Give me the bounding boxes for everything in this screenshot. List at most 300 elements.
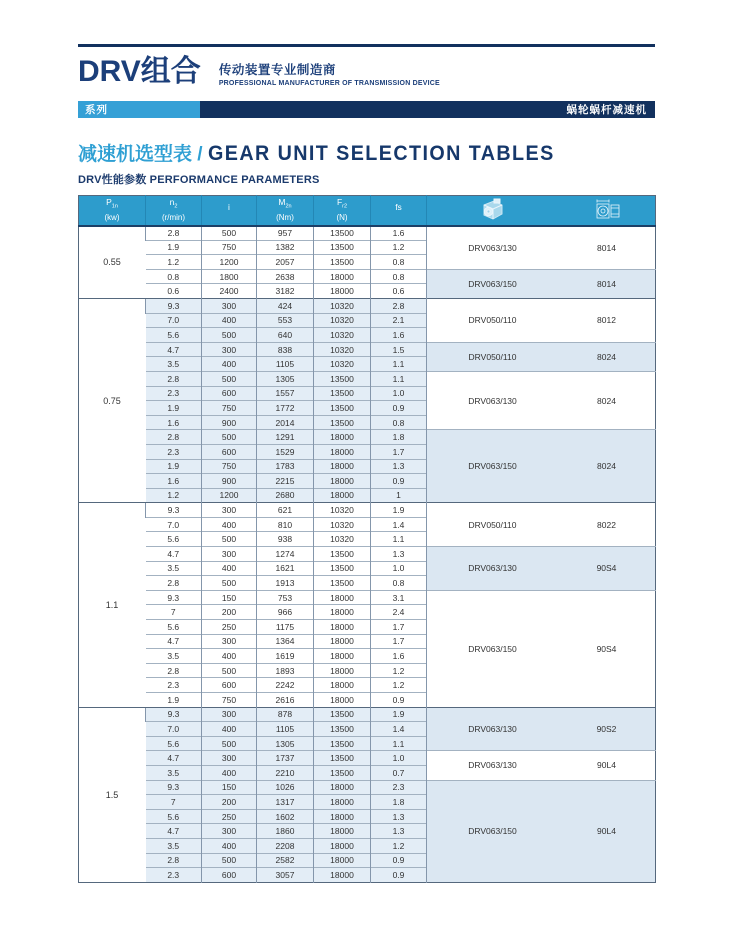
- brand-tagline: [219, 55, 440, 87]
- gear-unit-model: DRV063/130: [468, 723, 517, 734]
- cell-fs: 1.2: [371, 678, 427, 693]
- cell-i: 1200: [202, 255, 257, 270]
- power-cell: 0.55: [79, 226, 146, 299]
- motor-model: 8012: [597, 315, 616, 326]
- cell-i: 400: [202, 722, 257, 737]
- cell-fs: 1.6: [371, 328, 427, 343]
- cell-fr2: 10320: [314, 313, 371, 328]
- cell-fs: 0.7: [371, 765, 427, 780]
- cell-i: 750: [202, 459, 257, 474]
- cell-n2: 1.2: [146, 488, 202, 503]
- cell-m2n: 2208: [257, 838, 314, 853]
- col-header-p: $P_{1n}$ (kw): [79, 196, 146, 226]
- cell-fr2: 18000: [314, 649, 371, 664]
- gear-unit-model: DRV063/130: [468, 242, 517, 253]
- cell-m2n: 621: [257, 503, 314, 518]
- cell-i: 900: [202, 415, 257, 430]
- col-header-fr2: $F_{r2}$ (N): [314, 196, 371, 226]
- cell-n2: 1.2: [146, 255, 202, 270]
- cell-fr2: 18000: [314, 590, 371, 605]
- motor-model: 90S4: [596, 643, 617, 654]
- cell-fs: 1.1: [371, 371, 427, 386]
- cell-i: 900: [202, 474, 257, 489]
- cell-fs: 1.9: [371, 503, 427, 518]
- cell-i: 200: [202, 605, 257, 620]
- table-row: [79, 503, 656, 518]
- page-title: [78, 139, 655, 166]
- series-label: 系列: [78, 101, 200, 118]
- tagline-cn: 传动装置专业制造商: [218, 63, 336, 77]
- brand-logo: DRV组合: [78, 55, 201, 88]
- cell-i: 500: [202, 430, 257, 445]
- cell-m2n: 2215: [257, 474, 314, 489]
- motor-model: 8022: [597, 519, 616, 530]
- cell-i: 300: [202, 298, 257, 313]
- col-header-i: i: [202, 196, 257, 226]
- cell-fr2: 13500: [314, 765, 371, 780]
- cell-fs: 0.6: [371, 284, 427, 299]
- model-cell: [427, 371, 656, 429]
- cell-fs: 1.6: [371, 649, 427, 664]
- cell-n2: 4.7: [146, 547, 202, 562]
- cell-fr2: 10320: [314, 517, 371, 532]
- cell-fr2: 13500: [314, 371, 371, 386]
- cell-i: 750: [202, 401, 257, 416]
- cell-m2n: 1305: [257, 736, 314, 751]
- cell-fs: 1.7: [371, 634, 427, 649]
- cell-n2: 4.7: [146, 342, 202, 357]
- cell-n2: 9.3: [146, 780, 202, 795]
- cell-n2: 1.9: [146, 693, 202, 708]
- gear-unit-model: DRV063/130: [468, 760, 517, 771]
- cell-m2n: 838: [257, 342, 314, 357]
- cell-i: 400: [202, 517, 257, 532]
- cell-m2n: 1557: [257, 386, 314, 401]
- cell-i: 250: [202, 809, 257, 824]
- cell-fs: 1.9: [371, 707, 427, 722]
- gear-unit-model: DRV063/150: [468, 643, 517, 654]
- cell-fr2: 10320: [314, 503, 371, 518]
- cell-m2n: 1860: [257, 824, 314, 839]
- table-row: [79, 430, 656, 445]
- motor-model: 8014: [597, 278, 616, 289]
- gear-unit-model: DRV063/150: [468, 461, 517, 472]
- cell-m2n: 2638: [257, 269, 314, 284]
- cell-fr2: 13500: [314, 547, 371, 562]
- cell-fs: 0.8: [371, 576, 427, 591]
- table-row: [79, 707, 656, 722]
- cell-n2: 9.3: [146, 707, 202, 722]
- cell-m2n: 1274: [257, 547, 314, 562]
- cell-fr2: 18000: [314, 488, 371, 503]
- cell-i: 300: [202, 751, 257, 766]
- cell-fs: 1.5: [371, 342, 427, 357]
- motor-model: 8024: [597, 461, 616, 472]
- cell-n2: 0.6: [146, 284, 202, 299]
- cell-fs: 3.1: [371, 590, 427, 605]
- cell-n2: 9.3: [146, 298, 202, 313]
- cell-fr2: 18000: [314, 853, 371, 868]
- series-product-label: 蜗轮蜗杆减速机: [200, 101, 655, 118]
- gear-unit-model: DRV050/110: [468, 351, 517, 362]
- model-cell: [427, 298, 656, 342]
- cell-fs: 1.2: [371, 240, 427, 255]
- cell-m2n: 1317: [257, 795, 314, 810]
- cell-m2n: 753: [257, 590, 314, 605]
- cell-fs: 2.3: [371, 780, 427, 795]
- cell-n2: 2.8: [146, 430, 202, 445]
- cell-fr2: 18000: [314, 663, 371, 678]
- cell-fr2: 18000: [314, 634, 371, 649]
- cell-fr2: 13500: [314, 751, 371, 766]
- cell-m2n: 2582: [257, 853, 314, 868]
- cell-m2n: 3182: [257, 284, 314, 299]
- gear-unit-model: DRV063/130: [468, 395, 517, 406]
- cell-fr2: 13500: [314, 576, 371, 591]
- cell-i: 300: [202, 824, 257, 839]
- cell-fs: 1.3: [371, 809, 427, 824]
- cell-m2n: 2680: [257, 488, 314, 503]
- cell-n2: 1.9: [146, 459, 202, 474]
- table-row: [79, 269, 656, 284]
- title-separator: /: [192, 144, 208, 165]
- cell-m2n: 1602: [257, 809, 314, 824]
- model-cell: [427, 547, 656, 591]
- cell-i: 500: [202, 328, 257, 343]
- cell-fr2: 18000: [314, 824, 371, 839]
- cell-m2n: 1105: [257, 722, 314, 737]
- cell-m2n: 1175: [257, 620, 314, 635]
- cell-i: 600: [202, 678, 257, 693]
- cell-m2n: 1783: [257, 459, 314, 474]
- cell-fs: 0.9: [371, 693, 427, 708]
- model-cell: [427, 342, 656, 371]
- cell-i: 1800: [202, 269, 257, 284]
- cell-fs: 2.4: [371, 605, 427, 620]
- cell-i: 1200: [202, 488, 257, 503]
- power-cell: 0.75: [79, 298, 146, 502]
- cell-i: 300: [202, 634, 257, 649]
- cell-fr2: 18000: [314, 284, 371, 299]
- cell-fs: 1.7: [371, 444, 427, 459]
- cell-i: 200: [202, 795, 257, 810]
- gearbox-3d-icon: [427, 197, 557, 223]
- cell-fs: 0.8: [371, 415, 427, 430]
- cell-fs: 0.8: [371, 255, 427, 270]
- table-row: [79, 590, 656, 605]
- cell-fr2: 18000: [314, 678, 371, 693]
- cell-i: 500: [202, 532, 257, 547]
- cell-i: 2400: [202, 284, 257, 299]
- cell-i: 300: [202, 503, 257, 518]
- cell-i: 400: [202, 765, 257, 780]
- cell-m2n: 2057: [257, 255, 314, 270]
- cell-m2n: 1621: [257, 561, 314, 576]
- cell-fr2: 13500: [314, 415, 371, 430]
- cell-fr2: 10320: [314, 532, 371, 547]
- cell-fr2: 18000: [314, 780, 371, 795]
- cell-m2n: 553: [257, 313, 314, 328]
- cell-m2n: 878: [257, 707, 314, 722]
- cell-fr2: 18000: [314, 868, 371, 883]
- tagline-en: PROFESSIONAL MANUFACTURER OF TRANSMISSION DEVICE: [218, 80, 440, 87]
- cell-fr2: 10320: [314, 328, 371, 343]
- cell-i: 400: [202, 357, 257, 372]
- cell-fr2: 18000: [314, 474, 371, 489]
- motor-model: 90L4: [597, 826, 616, 837]
- cell-fs: 1.1: [371, 532, 427, 547]
- performance-table: [78, 195, 656, 883]
- cell-n2: 3.5: [146, 838, 202, 853]
- header-row: [79, 196, 656, 226]
- cell-n2: 2.3: [146, 386, 202, 401]
- cell-n2: 3.5: [146, 765, 202, 780]
- cell-n2: 7.0: [146, 722, 202, 737]
- page-content: [78, 0, 655, 883]
- cell-n2: 2.8: [146, 226, 202, 241]
- cell-m2n: 1893: [257, 663, 314, 678]
- cell-fs: 1.0: [371, 751, 427, 766]
- cell-fr2: 13500: [314, 255, 371, 270]
- table-body: [79, 226, 656, 883]
- cell-n2: 1.6: [146, 474, 202, 489]
- cell-n2: 4.7: [146, 751, 202, 766]
- cell-fs: 1.4: [371, 517, 427, 532]
- cell-fr2: 13500: [314, 561, 371, 576]
- cell-n2: 5.6: [146, 736, 202, 751]
- cell-m2n: 1737: [257, 751, 314, 766]
- cell-i: 150: [202, 590, 257, 605]
- cell-fr2: 13500: [314, 226, 371, 241]
- cell-fr2: 18000: [314, 693, 371, 708]
- page-title-en: GEAR UNIT SELECTION TABLES: [207, 142, 555, 165]
- cell-i: 400: [202, 838, 257, 853]
- col-header-models: [427, 196, 656, 226]
- table-row: [79, 226, 656, 241]
- cell-fs: 0.9: [371, 853, 427, 868]
- page-title-cn: 减速机选型表: [78, 144, 193, 165]
- cell-m2n: 3057: [257, 868, 314, 883]
- cell-i: 500: [202, 663, 257, 678]
- table-row: [79, 342, 656, 357]
- cell-m2n: 966: [257, 605, 314, 620]
- cell-n2: 5.6: [146, 328, 202, 343]
- motor-model: 8014: [597, 242, 616, 253]
- cell-m2n: 640: [257, 328, 314, 343]
- cell-n2: 1.9: [146, 401, 202, 416]
- cell-m2n: 1913: [257, 576, 314, 591]
- model-cell: [427, 707, 656, 751]
- table-row: [79, 751, 656, 766]
- model-cell: [427, 430, 656, 503]
- cell-m2n: 1619: [257, 649, 314, 664]
- cell-fr2: 10320: [314, 357, 371, 372]
- cell-fr2: 18000: [314, 459, 371, 474]
- motor-dimensions-icon: [557, 197, 655, 223]
- cell-n2: 2.3: [146, 678, 202, 693]
- cell-m2n: 1382: [257, 240, 314, 255]
- model-cell: [427, 751, 656, 780]
- cell-m2n: 2616: [257, 693, 314, 708]
- cell-fs: 1.3: [371, 459, 427, 474]
- cell-n2: 0.8: [146, 269, 202, 284]
- cell-i: 500: [202, 853, 257, 868]
- cell-fr2: 18000: [314, 620, 371, 635]
- cell-fs: 1.1: [371, 357, 427, 372]
- cell-fs: 0.9: [371, 868, 427, 883]
- cell-fr2: 18000: [314, 809, 371, 824]
- power-cell: 1.1: [79, 503, 146, 707]
- cell-n2: 4.7: [146, 824, 202, 839]
- cell-fr2: 13500: [314, 736, 371, 751]
- cell-fr2: 18000: [314, 838, 371, 853]
- cell-fs: 1.3: [371, 547, 427, 562]
- gear-unit-model: DRV063/150: [468, 278, 517, 289]
- cell-i: 400: [202, 313, 257, 328]
- cell-i: 500: [202, 371, 257, 386]
- table-row: [79, 780, 656, 795]
- cell-m2n: 2210: [257, 765, 314, 780]
- motor-model: 90S2: [596, 723, 617, 734]
- cell-i: 150: [202, 780, 257, 795]
- table-row: [79, 547, 656, 562]
- cell-fr2: 18000: [314, 444, 371, 459]
- cell-i: 500: [202, 576, 257, 591]
- cell-n2: 3.5: [146, 561, 202, 576]
- cell-n2: 2.3: [146, 444, 202, 459]
- cell-fr2: 10320: [314, 298, 371, 313]
- cell-m2n: 1291: [257, 430, 314, 445]
- cell-fs: 1.6: [371, 226, 427, 241]
- cell-fr2: 18000: [314, 269, 371, 284]
- series-bar: [78, 101, 655, 118]
- cell-fr2: 10320: [314, 342, 371, 357]
- cell-m2n: 1105: [257, 357, 314, 372]
- cell-i: 300: [202, 342, 257, 357]
- cell-fs: 1.8: [371, 430, 427, 445]
- cell-fr2: 18000: [314, 795, 371, 810]
- cell-n2: 2.8: [146, 371, 202, 386]
- cell-fs: 1.1: [371, 736, 427, 751]
- table-row: [79, 298, 656, 313]
- cell-n2: 3.5: [146, 357, 202, 372]
- cell-fs: 1.2: [371, 838, 427, 853]
- cell-fs: 2.1: [371, 313, 427, 328]
- cell-n2: 2.8: [146, 576, 202, 591]
- table-row: [79, 371, 656, 386]
- cell-n2: 3.5: [146, 649, 202, 664]
- cell-fs: 0.8: [371, 269, 427, 284]
- model-cell: [427, 590, 656, 707]
- cell-fs: 0.9: [371, 401, 427, 416]
- cell-m2n: 1026: [257, 780, 314, 795]
- cell-fs: 1.0: [371, 561, 427, 576]
- cell-fr2: 13500: [314, 386, 371, 401]
- cell-n2: 7.0: [146, 313, 202, 328]
- cell-n2: 2.8: [146, 663, 202, 678]
- model-cell: [427, 226, 656, 270]
- cell-n2: 4.7: [146, 634, 202, 649]
- motor-model: 90S4: [596, 563, 617, 574]
- cell-i: 400: [202, 649, 257, 664]
- gear-unit-model: DRV050/110: [468, 519, 517, 530]
- cell-m2n: 1364: [257, 634, 314, 649]
- page-subtitle: DRV性能参数 PERFORMANCE PARAMETERS: [78, 174, 320, 186]
- cell-fr2: 18000: [314, 430, 371, 445]
- cell-m2n: 1772: [257, 401, 314, 416]
- cell-i: 300: [202, 547, 257, 562]
- cell-m2n: 424: [257, 298, 314, 313]
- top-rule: [78, 44, 655, 47]
- gear-unit-model: DRV063/130: [468, 563, 517, 574]
- table-header: [79, 196, 656, 226]
- cell-fr2: 13500: [314, 722, 371, 737]
- motor-model: 90L4: [597, 760, 616, 771]
- cell-n2: 5.6: [146, 620, 202, 635]
- cell-fr2: 18000: [314, 605, 371, 620]
- cell-fs: 1.4: [371, 722, 427, 737]
- cell-fs: 1.8: [371, 795, 427, 810]
- cell-fs: 2.8: [371, 298, 427, 313]
- power-cell: 1.5: [79, 707, 146, 882]
- brand-header: [78, 55, 655, 95]
- cell-n2: 7.0: [146, 517, 202, 532]
- cell-fs: 1: [371, 488, 427, 503]
- cell-n2: 9.3: [146, 590, 202, 605]
- gear-unit-model: DRV050/110: [468, 315, 517, 326]
- motor-model: 8024: [597, 395, 616, 406]
- cell-i: 750: [202, 693, 257, 708]
- cell-fs: 1.3: [371, 824, 427, 839]
- cell-m2n: 2242: [257, 678, 314, 693]
- model-cell: [427, 780, 656, 882]
- cell-n2: 5.6: [146, 532, 202, 547]
- cell-fs: 1.0: [371, 386, 427, 401]
- cell-i: 400: [202, 561, 257, 576]
- cell-n2: 7: [146, 795, 202, 810]
- cell-fr2: 13500: [314, 240, 371, 255]
- cell-i: 300: [202, 707, 257, 722]
- cell-n2: 2.8: [146, 853, 202, 868]
- motor-model: 8024: [597, 351, 616, 362]
- cell-m2n: 938: [257, 532, 314, 547]
- cell-fs: 0.9: [371, 474, 427, 489]
- cell-i: 250: [202, 620, 257, 635]
- cell-m2n: 957: [257, 226, 314, 241]
- cell-m2n: 2014: [257, 415, 314, 430]
- model-cell: [427, 269, 656, 298]
- cell-i: 600: [202, 386, 257, 401]
- cell-fr2: 13500: [314, 707, 371, 722]
- cell-i: 600: [202, 868, 257, 883]
- cell-n2: 7: [146, 605, 202, 620]
- cell-n2: 1.9: [146, 240, 202, 255]
- cell-m2n: 1305: [257, 371, 314, 386]
- cell-i: 750: [202, 240, 257, 255]
- cell-n2: 9.3: [146, 503, 202, 518]
- cell-n2: 5.6: [146, 809, 202, 824]
- model-cell: [427, 503, 656, 547]
- cell-fs: 1.7: [371, 620, 427, 635]
- col-header-n2: $n_2$ (r/min): [146, 196, 202, 226]
- cell-n2: 2.3: [146, 868, 202, 883]
- cell-fs: 1.2: [371, 663, 427, 678]
- col-header-m2n: $M_{2n}$ (Nm): [257, 196, 314, 226]
- cell-m2n: 1529: [257, 444, 314, 459]
- cell-i: 600: [202, 444, 257, 459]
- cell-i: 500: [202, 736, 257, 751]
- col-header-fs: fs: [371, 196, 427, 226]
